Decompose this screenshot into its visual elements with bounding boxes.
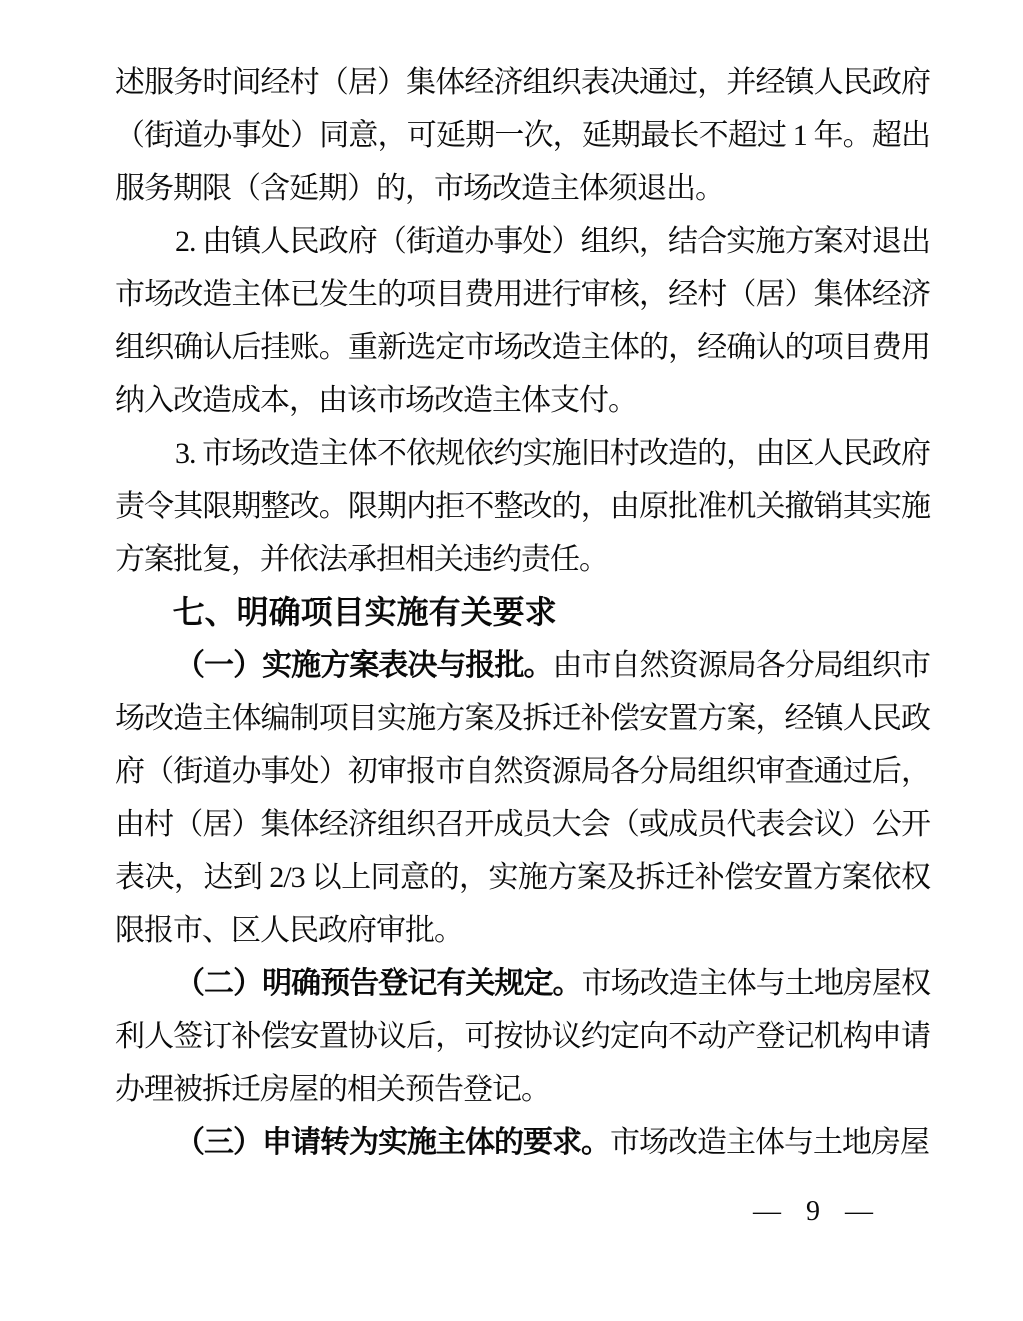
paragraph-text: 市场改造主体与土地房屋权利人签订补偿安置协议后，可按协议约定向不动产登记机构申请办理被拆迁房屋的相关预告登记。 xyxy=(115,967,931,1106)
paragraph-item-3 xyxy=(115,427,930,586)
paragraph-text: 市场改造主体与土地房屋 xyxy=(610,1126,929,1159)
paragraph-continuation xyxy=(115,56,930,215)
document-body xyxy=(115,56,930,1169)
paragraph-lead: （三）申请转为实施主体的要求。 xyxy=(175,1126,610,1159)
paragraph-text: 述服务时间经村（居）集体经济组织表决通过，并经镇人民政府（街道办事处）同意，可延期一次，延期最长不超过 1 年。超出服务期限（含延期）的，市场改造主体须退出。 xyxy=(115,66,930,205)
paragraph-text: 2. 由镇人民政府（街道办事处）组织，结合实施方案对退出市场改造主体已发生的项目费用进行审核，经村（居）集体经济组织确认后挂账。重新选定市场改造主体的，经确认的项目费用纳入改造成本，由该市场改造主体支付。 xyxy=(115,225,930,417)
paragraph-lead: （二）明确预告登记有关规定。 xyxy=(175,967,582,1000)
paragraph-subsection-2 xyxy=(115,957,930,1116)
paragraph-item-2 xyxy=(115,215,930,427)
paragraph-lead: （一）实施方案表决与报批。 xyxy=(175,649,553,682)
paragraph-subsection-1 xyxy=(115,639,930,957)
paragraph-text: 3. 市场改造主体不依规依约实施旧村改造的，由区人民政府责令其限期整改。限期内拒不整改的，由原批准机关撤销其实施方案批复，并依法承担相关违约责任。 xyxy=(115,437,930,576)
section-heading-7: 七、明确项目实施有关要求 xyxy=(172,594,557,630)
paragraph-text: 由市自然资源局各分局组织市场改造主体编制项目实施方案及拆迁补偿安置方案，经镇人民政府（街道办事处）初审报市自然资源局各分局组织审查通过后，由村（居）集体经济组织召开成员大会（或成员代表会议）公开表决，达到 2/3 以上同意的，实施方案及拆迁补偿安置方案依权限报市、区人民政府审批。 xyxy=(115,649,931,947)
page-number: — 9 — xyxy=(753,1196,875,1227)
paragraph-subsection-3 xyxy=(115,1116,930,1169)
